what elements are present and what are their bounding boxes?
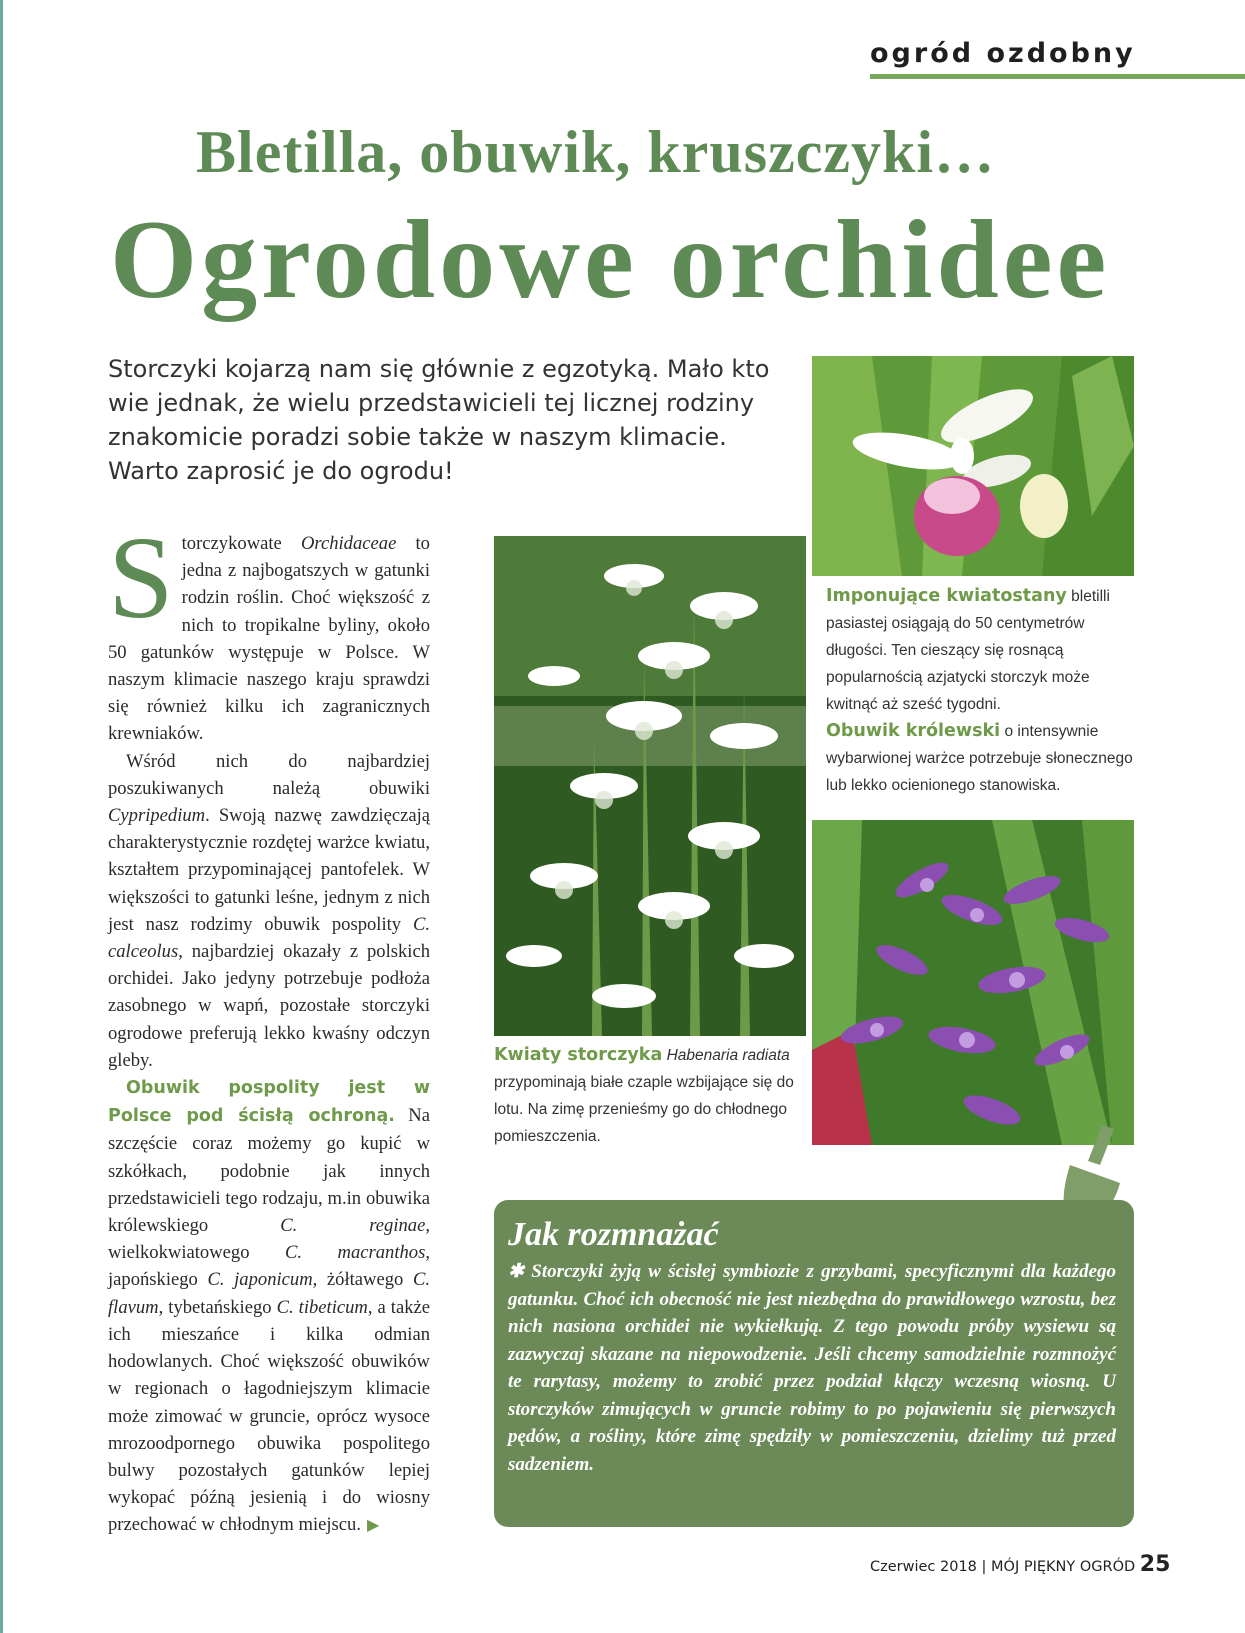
caption-obuwik-highlight: Obuwik królewski [826, 721, 1001, 741]
caption-habenaria-species: Habenaria radiata [666, 1047, 790, 1064]
caption-bletilla-highlight: Imponujące kwiatostany [826, 586, 1067, 606]
article-text: , wielkokwiatowego [108, 1215, 431, 1264]
caption-habenaria [494, 1042, 794, 1150]
species-name: C. japonicum [207, 1269, 313, 1291]
article-text: Wśród nich do najbardziej poszukiwanych należą obuwiki [108, 750, 430, 799]
article-subtitle: Bletilla, obuwik, kruszczyki… [196, 119, 996, 185]
article-body [108, 512, 431, 1540]
species-name: C. reginae [280, 1215, 426, 1237]
article-text: , najbardziej okazały z polskich orchidei. Jako jedyny potrzebuje podłoża zasobnego w wapń, pozostałe storczyki ogrodowe preferują lekko kwaśny odczyn gleby. [108, 941, 430, 1071]
propagation-box [494, 1200, 1134, 1527]
article-highlight: Obuwik pospolity jest w Polsce pod ścisłą ochroną. [108, 1078, 430, 1127]
article-text: , żółtawego [312, 1269, 413, 1291]
photo-habenaria-radiata [494, 536, 806, 1036]
species-name: C. calceolus [108, 913, 430, 963]
article-paragraph-3 [108, 1074, 430, 1539]
species-name: Orchidaceae [300, 533, 397, 554]
footer-issue: Czerwiec 2018 [870, 1559, 977, 1575]
page-edge-strip [0, 0, 3, 1633]
article-text: Na szczęście coraz możemy go kupić w szkółkach, podobnie jak innych przedstawicieli tego rodzaju, m.in obuwika królewskiego [108, 1105, 430, 1237]
caption-habenaria-highlight: Kwiaty storczyka [494, 1045, 663, 1065]
propagation-box-title: Jak rozmnażać [508, 1216, 719, 1253]
article-text: , a także ich mieszańce i kilka odmian hodowlanych. Choć większość obuwików w regionach o łagodniejszym klimacie może zimować w gruncie, oprócz wysoce mrozoodpornego obuwika pospolitego bulwy pozostałych gatunków lepiej wykopać późną jesienią i do wiosny przechować w chłodnym miejscu. [108, 1296, 431, 1536]
article-text: , japońskiego [108, 1242, 430, 1291]
section-rule [870, 74, 1245, 79]
species-name: C. flavum [108, 1269, 430, 1318]
species-name: C. macranthos [284, 1242, 426, 1264]
footer-magazine: MÓJ PIĘKNY OGRÓD [991, 1559, 1136, 1575]
photo-bletilla-striata [812, 820, 1134, 1145]
drop-cap: S [108, 512, 174, 643]
article-text: torczykowate [181, 533, 301, 554]
caption-bletilla-text: bletilli pasiastej osiągają do 50 centymetrów długości. Ten cieszący się rosnącą popularnością azjatycki storczyk może kwitnąć aż sześć tygodni. [826, 588, 1110, 713]
page-footer [870, 1552, 1200, 1577]
caption-habenaria-text: przypominają białe czaple wzbijające się do lotu. Na zimę przenieśmy go do chłodnego pomieszczenia. [494, 1074, 794, 1145]
species-name: C. tibeticum [276, 1296, 368, 1318]
page-number: 25 [1139, 1552, 1171, 1577]
article-title: Ogrodowe orchidee [110, 198, 1111, 322]
caption-bletilla-obuwik [826, 583, 1136, 799]
footer-separator: | [981, 1559, 987, 1575]
species-name: Cypripedium [108, 805, 206, 827]
caption-obuwik-text: o intensywnie wybarwionej warżce potrzebuje słonecznego lub lekko ocienionego stanowiska. [826, 723, 1133, 794]
article-text: , tybetańskiego [158, 1296, 277, 1318]
lead-paragraph: Storczyki kojarzą nam się głównie z egzotyką. Mało kto wie jednak, że wielu przedstawicieli tej licznej rodziny znakomicie poradzi sobie także w naszym klimacie. Warto zaprosić je do ogrodu! [108, 355, 770, 485]
continue-arrow-icon: ▶ [367, 1517, 380, 1535]
article-paragraph-2 [108, 748, 430, 1074]
article-text: to jedna z najbogatszych w gatunki rodzin roślin. Choć większość z nich to tropikalne byliny, około 50 gatunków występuje w Polsce. W naszym klimacie naszego kraju sprawdzi się również kilku ich zagranicznych krewniaków. [108, 533, 430, 745]
article-paragraph-1 [108, 512, 430, 748]
section-label: ogród ozdobny [870, 38, 1136, 69]
photo-cypripedium-reginae [812, 356, 1134, 576]
propagation-box-text: ✱ Storczyki żyją w ścisłej symbiozie z grzybami, specyficznymi dla każdego gatunku. Choć ich obecność nie jest niezbędna do prawidłowego wzrostu, bez nich nasiona orchidei nie wykiełkują. Z tego powodu próby wysiewu są zazwyczaj skazane na niepowodzenie. Jeśli chcemy samodzielnie rozmnożyć te rarytasy, możemy to zrobić przez podział kłączy wczesną wiosną. U storczyków zimujących w gruncie robimy to po pojawieniu się pierwszych pędów, a rośliny, które zimę spędziły w pomieszczeniu, dzielimy tuż przed sadzeniem. [508, 1261, 1116, 1475]
article-text: . Swoją nazwę zawdzięczają charakterystycznie rozdętej warżce kwiatu, kształtem przypominającej pantofelek. W większości to gatunki leśne, jednym z nich jest nasz rodzimy obuwik pospolity [108, 805, 430, 935]
